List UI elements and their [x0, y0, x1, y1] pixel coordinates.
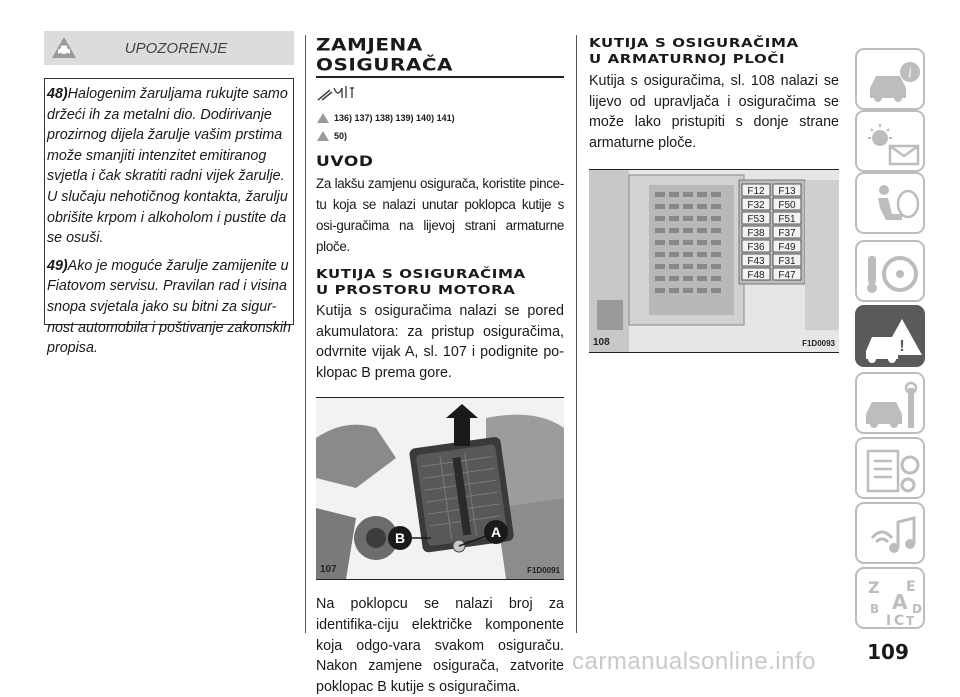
caution-triangle-icon: [316, 130, 330, 142]
steering-wheel-icon: [862, 246, 922, 300]
sidebar-item-car-info[interactable]: [855, 48, 925, 110]
warning-header: [44, 31, 294, 65]
figure-107: [316, 397, 564, 580]
svg-text:Z: Z: [868, 578, 880, 597]
ref-numbers: 50): [334, 131, 348, 141]
sidebar-item-multimedia[interactable]: [855, 502, 925, 564]
warning-refs: [316, 109, 564, 127]
sidebar-item-steering-wheel[interactable]: [855, 240, 925, 302]
engine-box-title: [316, 267, 564, 301]
settings-list-icon: [862, 443, 922, 497]
dash-box-title: [589, 36, 839, 70]
svg-text:I: I: [886, 613, 892, 627]
dashboard-lights-icon: [862, 116, 922, 170]
car-breakdown-icon: [862, 311, 922, 365]
multimedia-icon: [862, 508, 922, 562]
warning-item-text: Halogenim žaruljama rukujte samo držeći ih za metalni dio. Dodirivanje prozirnog dijela žarulje vašim prstima može smanjiti intenzitet emitiranog svjetla i čak skratiti radni vijek žarulje. U slučaju nehotičnog kontakta, žarulju obrišite krpom i alkoholom i pustite da se osuši.: [47, 86, 288, 247]
warning-item-number: 49): [47, 257, 68, 274]
alphabet-index-icon: [862, 573, 922, 627]
warning-triangle-icon: [316, 112, 330, 124]
sidebar-item-dashboard-lights[interactable]: [855, 110, 925, 172]
fuse-label: F48: [747, 270, 765, 282]
sidebar-item-settings-list[interactable]: [855, 437, 925, 499]
uvod-title: UVOD: [316, 153, 374, 171]
svg-text:!: !: [899, 338, 905, 355]
callout-label: B: [394, 530, 406, 547]
warning-item: [47, 256, 293, 359]
dash-box-title-line: KUTIJA S OSIGURAČIMA: [589, 35, 799, 51]
svg-text:B: B: [870, 602, 880, 616]
callout-label: A: [490, 524, 502, 541]
svg-text:T: T: [906, 614, 915, 627]
engine-box-after-text: Na poklopcu se nalazi broj za identifika-ciju električke komponente koja odgo-vara svakom osiguraču. Nakon zamjene osigurača, zatvorite poklopac B kutije s osiguračima.: [316, 596, 564, 695]
fuse-label: F36: [747, 242, 765, 254]
caution-refs: [316, 127, 564, 145]
ref-numbers: 136) 137) 138) 139) 140) 141): [334, 113, 455, 123]
column-divider: [576, 35, 577, 633]
fuse-label: F31: [778, 256, 796, 268]
fuse-label: F51: [778, 214, 796, 226]
figure-108: [589, 169, 839, 353]
title-rule: [316, 76, 564, 78]
figure-code: F1D0091: [527, 566, 560, 576]
fuse-label: F49: [778, 242, 796, 254]
sidebar-item-alphabet-index[interactable]: [855, 567, 925, 629]
car-info-icon: [862, 54, 922, 108]
column-2: [316, 36, 564, 697]
sidebar-item-car-tools[interactable]: [855, 372, 925, 434]
section-title: [316, 34, 564, 75]
fuse-label: F47: [778, 270, 796, 282]
fuse-label: F32: [747, 200, 765, 212]
pen-reference-icon: [316, 82, 360, 104]
fuse-label: F13: [778, 186, 796, 198]
svg-text:D: D: [912, 602, 922, 616]
svg-text:i: i: [908, 66, 912, 81]
svg-text:A: A: [892, 590, 908, 614]
figure-number: 107: [320, 564, 337, 576]
fuse-label: F12: [747, 186, 765, 198]
warning-item: [47, 84, 293, 249]
column-3: [589, 36, 839, 353]
engine-fuse-box-image: [316, 398, 564, 579]
seat-airbag-icon: [862, 178, 922, 232]
fuse-label: F53: [747, 214, 765, 226]
column-divider: [305, 35, 306, 633]
warning-text: [47, 84, 293, 366]
fuse-label: F43: [747, 256, 765, 268]
sidebar-item-car-breakdown[interactable]: [855, 305, 925, 367]
section-title-line: OSIGURAČA: [316, 54, 454, 75]
fuse-label: F38: [747, 228, 765, 240]
dash-box-text: Kutija s osiguračima, sl. 108 nalazi se lijevo od upravljača i osiguračima se može lako pristupiti s donje strane armaturne ploče.: [589, 73, 839, 151]
warning-item-number: 48): [47, 86, 68, 102]
svg-text:C: C: [894, 613, 905, 627]
car-tools-icon: [862, 378, 922, 432]
fuse-label: F37: [778, 228, 796, 240]
engine-box-title-line: U PROSTORU MOTORA: [316, 282, 516, 298]
warning-item-text: Ako je moguće žarulje zamijenite u Fiatovom servisu. Pravilan rad i visina snopa svjetala jako su bitni za sigur-nost automobila i poštivanje zakonskih propisa.: [47, 257, 291, 357]
svg-text:E: E: [906, 579, 916, 595]
dash-fuse-box-image: [589, 170, 839, 352]
engine-box-title-line: KUTIJA S OSIGURAČIMA: [316, 266, 526, 282]
fuse-label: F50: [778, 200, 796, 212]
dash-box-title-line: U ARMATURNOJ PLOČI: [589, 51, 786, 67]
section-title-line: ZAMJENA: [316, 34, 423, 55]
page-number: 109: [867, 640, 909, 664]
warning-title: UPOZORENJE: [124, 39, 228, 57]
figure-code: F1D0093: [802, 339, 835, 349]
figure-number: 108: [593, 337, 610, 349]
engine-box-text: Kutija s osiguračima nalazi se pored akumulatora: za pristup osiguračima, odvrnite vijak A, sl. 107 i podignite po-klopac B prema gore.: [316, 303, 564, 381]
uvod-text: Za lakšu zamjenu osigurača, koristite pince-tu koja se nalazi unutar poklopca kutije s osi-guračima na lijevoj strani armaturne ploče.: [316, 176, 564, 254]
sidebar-item-seat-airbag[interactable]: [855, 172, 925, 234]
watermark: carmanualsonline.info: [572, 648, 816, 675]
